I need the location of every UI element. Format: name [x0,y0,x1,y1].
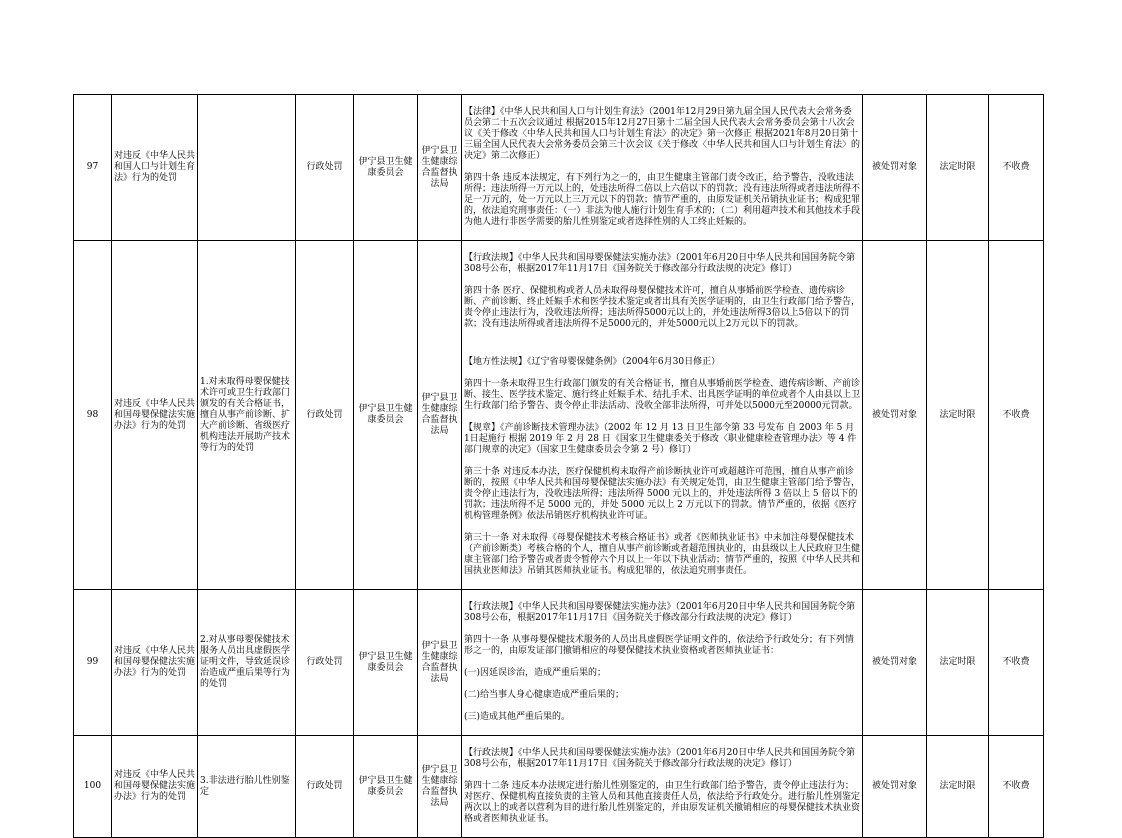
basis-paragraph: 【行政法规】《中华人民共和国母婴保健法实施办法》（2001年6月20日中华人民共和国国务院令第308号公布，根据2017年11月17日《国务院关于修改部分行政法规的决定》修订） [464,253,856,274]
row-number: 97 [74,95,112,241]
target-object: 被处罚对象 [863,241,927,590]
basis-spacer [464,341,860,346]
target-object: 被处罚对象 [863,590,927,736]
target-object: 被处罚对象 [863,95,927,241]
fee: 不收费 [989,590,1044,736]
responsible-dept: 伊宁县卫生健康委员会 [354,736,418,838]
item-name: 对违反《中华人民共和国人口与计划生育法》行为的处罚 [112,95,198,241]
basis-paragraph: 第三十一条 对未取得《母婴保健技术考核合格证书》或者《医师执业证书》中未加注母婴保健技术（产前诊断类）考核合格的个人，擅自从事产前诊断或者超范围执业的，由县级以上人民政府卫生健康主管部门给予警告或者责令暂停六个月以上一年以下执业活动；情节严重的，按照《中华人民共和国执业医师法》吊销其医师执业证书。构成犯罪的，依法追究刑事责任。 [464,533,861,576]
sub-item [198,95,296,241]
table-row [74,736,1044,838]
row-number: 100 [74,736,112,838]
target-object: 被处罚对象 [863,736,927,838]
basis-paragraph: 第四十一条未取得卫生行政部门颁发的有关合格证书，擅自从事婚前医学检查、遗传病诊断、产前诊断、接生、医学技术鉴定、施行终止妊娠手术、结扎手术、出具医学证明的单位或者个人由县以上卫生行政部门给予警告、责令停止非法活动、没收全部非法所得，可并处以5000元至20000元罚款。 [464,379,861,411]
table-row [74,590,1044,736]
legal-basis [462,736,863,838]
sub-item: 1.对未取得母婴保健技术许可或卫生行政部门颁发的有关合格证书，擅自从事产前诊断、扩大产前诊断、省级医疗机构违法开展助产技术等行为的处罚 [198,241,296,590]
basis-paragraph: (二)给当事人身心健康造成严重后果的； [464,690,625,700]
basis-paragraph: 第四十条 违反本法规定，有下列行为之一的，由卫生健康主管部门责令改正，给予警告，没收违法所得；违法所得一万元以上的，处违法所得二倍以上六倍以下的罚款；没有违法所得或者违法所得不足一万元的，处一万元以上三万元以下的罚款；情节严重的，由原发证机关吊销执业证书；构成犯罪的，依法追究刑事责任：（一）非法为他人施行计划生育手术的；（二）利用超声技术和其他技术手段为他人进行非医学需要的胎儿性别鉴定或者选择性别的人工终止妊娠的。 [464,173,861,227]
item-type: 行政处罚 [296,736,354,838]
legal-basis [462,241,863,590]
table-row [74,241,1044,590]
basis-paragraph: 【行政法规】《中华人民共和国母婴保健法实施办法》（2001年6月20日中华人民共和国国务院令第308号公布，根据2017年11月17日《国务院关于修改部分行政法规的决定》修订） [464,748,856,769]
executing-agency: 伊宁县卫生健康综合监督执法局 [418,590,462,736]
item-name: 对违反《中华人民共和国母婴保健法实施办法》行为的处罚 [112,736,198,838]
legal-basis [462,95,863,241]
responsible-dept: 伊宁县卫生健康委员会 [354,95,418,241]
legal-basis [462,590,863,736]
responsible-dept: 伊宁县卫生健康委员会 [354,590,418,736]
executing-agency: 伊宁县卫生健康综合监督执法局 [418,241,462,590]
time-limit: 法定时限 [927,590,989,736]
row-number: 99 [74,590,112,736]
basis-paragraph: 【规章】《产前诊断技术管理办法》（2002 年 12 月 13 日卫生部令第 33 号发布 自 2003 年 5 月 1日起施行 根据 2019 年 2 月 28 日《国家卫生健康委关于修改〈职业健康检查管理办法〉等 4 件部门规章的决定》（国家卫生健康委员会令第 2 号）修订） [464,423,857,455]
responsible-dept: 伊宁县卫生健康委员会 [354,241,418,590]
penalty-items-table [73,94,1044,838]
item-type: 行政处罚 [296,95,354,241]
basis-paragraph: (三)造成其他严重后果的。 [464,712,571,722]
basis-paragraph: 第四十一条 从事母婴保健技术服务的人员出具虚假医学证明文件的，依法给予行政处分；有下列情形之一的，由原发证部门撤销相应的母婴保健技术执业资格或者医师执业证书： [464,635,854,656]
fee: 不收费 [989,241,1044,590]
basis-paragraph: 【行政法规】《中华人民共和国母婴保健法实施办法》（2001年6月20日中华人民共和国国务院令第308号公布，根据2017年11月17日《国务院关于修改部分行政法规的决定》修订） [464,602,856,623]
time-limit: 法定时限 [927,95,989,241]
executing-agency: 伊宁县卫生健康综合监督执法局 [418,95,462,241]
fee: 不收费 [989,736,1044,838]
item-name: 对违反《中华人民共和国母婴保健法实施办法》行为的处罚 [112,241,198,590]
item-type: 行政处罚 [296,590,354,736]
basis-paragraph: (一)因延误诊治，造成严重后果的； [464,668,607,678]
fee: 不收费 [989,95,1044,241]
table-body [74,95,1044,838]
basis-paragraph: 第三十条 对违反本办法，医疗保健机构未取得产前诊断执业许可或超越许可范围，擅自从事产前诊断的，按照《中华人民共和国母婴保健法实施办法》有关规定处罚，由卫生健康主管部门给予警告，责令停止违法行为，没收违法所得；违法所得 5000 元以上的，并处违法所得 3 倍以上 5 倍以下的罚款；违法所得不足 5000 元的，并处 5000 元以上 2 万元以下的罚款。情节严重的，依据《医疗机构管理条例》依法吊销医疗机构执业许可证。 [464,467,861,521]
executing-agency: 伊宁县卫生健康综合监督执法局 [418,736,462,838]
time-limit: 法定时限 [927,241,989,590]
sub-item: 2.对从事母婴保健技术服务人员出具虚假医学证明文件，导致延误诊治造成严重后果等行为的处罚 [198,590,296,736]
time-limit: 法定时限 [927,736,989,838]
basis-paragraph: 第四十二条 违反本办法规定进行胎儿性别鉴定的，由卫生行政部门给予警告，责令停止违法行为；对医疗、保健机构直接负责的主管人员和其他直接责任人员，依法给予行政处分。进行胎儿性别鉴定两次以上的或者以营利为目的进行胎儿性别鉴定的，并由原发证机关撤销相应的母婴保健技术执业资格或者医师执业证书。 [464,781,861,824]
item-name: 对违反《中华人民共和国母婴保健法实施办法》行为的处罚 [112,590,198,736]
sub-item: 3.非法进行胎儿性别鉴定 [198,736,296,838]
basis-paragraph: 【法律】《中华人民共和国人口与计划生育法》（2001年12月29日第九届全国人民代表大会常务委员会第二十五次会议通过 根据2015年12月27日第十二届全国人民代表大会常务委员会第十八次会议《关于修改〈中华人民共和国人口与计划生育法〉的决定》第一次修正 根据2021年8月20日第十三届全国人民代表大会常务委员会第三十次会议《关于修改〈中华人民共和国人口与计划生育法〉的决定》第二次修正） [464,107,861,161]
basis-paragraph: 【地方性法规】《辽宁省母婴保健条例》（2004年6月30日修正） [464,357,721,367]
row-number: 98 [74,241,112,590]
basis-paragraph: 第四十条 医疗、保健机构或者人员未取得母婴保健技术许可，擅自从事婚前医学检查、遗传病诊断、产前诊断、终止妊娠手术和医学技术鉴定或者出具有关医学证明的，由卫生行政部门给予警告，责令停止违法行为，没收违法所得；违法所得5000元以上的，并处违法所得3倍以上5倍以下的罚款；没有违法所得或者违法所得不足5000元的，并处5000元以上2万元以下的罚款。 [464,286,861,329]
table-row [74,95,1044,241]
item-type: 行政处罚 [296,241,354,590]
